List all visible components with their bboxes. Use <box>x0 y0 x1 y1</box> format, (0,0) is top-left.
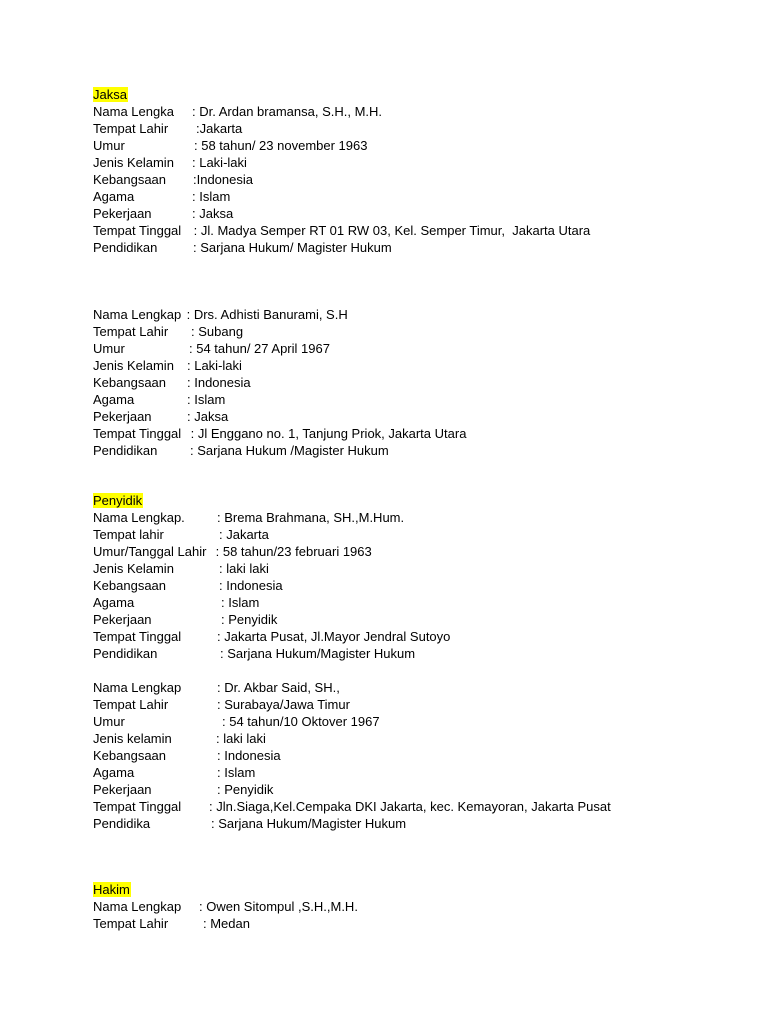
record-row <box>93 103 383 120</box>
record-row <box>93 120 243 137</box>
row-value: : Sarjana Hukum/ Magister Hukum <box>193 240 392 255</box>
row-value: : Laki-laki <box>187 358 242 373</box>
row-label: Agama <box>93 595 135 610</box>
row-label: Agama <box>93 392 135 407</box>
row-label: Pekerjaan <box>93 206 152 221</box>
row-label: Pekerjaan <box>93 612 152 627</box>
row-label: Tempat Lahir <box>93 697 169 712</box>
record-row <box>93 222 591 239</box>
record-row <box>93 442 389 459</box>
row-label: Nama Lengkap <box>93 307 182 322</box>
row-label: Agama <box>93 189 135 204</box>
section-heading-jaksa <box>93 86 128 103</box>
row-label: Nama Lengkap <box>93 680 182 695</box>
record-row <box>93 764 256 781</box>
row-value: : Islam <box>187 392 226 407</box>
section-heading-hakim <box>93 881 131 898</box>
record-row <box>93 594 260 611</box>
record-row <box>93 611 278 628</box>
row-value: :Indonesia <box>193 172 253 187</box>
row-label: Pendidika <box>93 816 151 831</box>
record-row <box>93 628 451 645</box>
row-value: : laki laki <box>219 561 269 576</box>
row-value: : 54 tahun/ 27 April 1967 <box>189 341 330 356</box>
record-row <box>93 815 407 832</box>
record-row <box>93 781 274 798</box>
row-label: Jenis kelamin <box>93 731 172 746</box>
record-row <box>93 205 234 222</box>
row-value: : Sarjana Hukum/Magister Hukum <box>220 646 416 661</box>
record-row <box>93 391 226 408</box>
row-label: Nama Lengka <box>93 104 174 119</box>
record-row <box>93 730 266 747</box>
row-value: : Penyidik <box>217 782 274 797</box>
row-label: Tempat Tinggal <box>93 426 182 441</box>
record-row <box>93 154 247 171</box>
record-row <box>93 340 330 357</box>
record-row <box>93 137 368 154</box>
row-label: Pekerjaan <box>93 782 152 797</box>
row-label: Kebangsaan <box>93 748 167 763</box>
row-label: Jenis Kelamin <box>93 155 174 170</box>
row-value: : Indonesia <box>187 375 251 390</box>
record-row <box>93 713 380 730</box>
row-value: : Medan <box>203 916 250 931</box>
row-label: Nama Lengkap <box>93 899 182 914</box>
row-label: Kebangsaan <box>93 578 167 593</box>
record-row <box>93 357 242 374</box>
record-row <box>93 679 340 696</box>
row-value: : Sarjana Hukum /Magister Hukum <box>190 443 389 458</box>
row-value: : Islam <box>221 595 260 610</box>
row-value: : Jln.Siaga,Kel.Cempaka DKI Jakarta, kec. Kemayoran, Jakarta Pusat <box>209 799 611 814</box>
record-row <box>93 306 348 323</box>
row-label: Umur <box>93 341 125 356</box>
row-value: : Owen Sitompul ,S.H.,M.H. <box>199 899 358 914</box>
row-label: Pendidikan <box>93 646 158 661</box>
row-label: Tempat lahir <box>93 527 164 542</box>
row-value: :Jakarta <box>196 121 243 136</box>
row-value: : Jl. Madya Semper RT 01 RW 03, Kel. Semper Timur, Jakarta Utara <box>190 223 591 238</box>
record-row <box>93 645 416 662</box>
row-value: : Jakarta Pusat, Jl.Mayor Jendral Sutoyo <box>217 629 451 644</box>
row-label: Agama <box>93 765 135 780</box>
record-row <box>93 408 229 425</box>
row-value: : Jaksa <box>192 206 234 221</box>
row-value: : Penyidik <box>221 612 278 627</box>
row-label: Nama Lengkap. <box>93 510 185 525</box>
row-label: Kebangsaan <box>93 375 167 390</box>
row-value: : Drs. Adhisti Banurami, S.H <box>183 307 348 322</box>
row-value: : Islam <box>217 765 256 780</box>
row-value: : Laki-laki <box>192 155 247 170</box>
row-value: : Jakarta <box>219 527 269 542</box>
record-row <box>93 188 231 205</box>
record-row <box>93 577 283 594</box>
row-value: : 58 tahun/ 23 november 1963 <box>194 138 368 153</box>
row-value: : Dr. Ardan bramansa, S.H., M.H. <box>192 104 383 119</box>
row-value: : 58 tahun/23 februari 1963 <box>212 544 372 559</box>
record-row <box>93 509 405 526</box>
row-label: Umur <box>93 714 125 729</box>
record-row <box>93 747 281 764</box>
section-heading-penyidik <box>93 492 143 509</box>
row-value: : Indonesia <box>217 748 281 763</box>
row-value: : laki laki <box>216 731 266 746</box>
record-row <box>93 425 467 442</box>
row-value: : Subang <box>191 324 244 339</box>
row-label: Umur/Tanggal Lahir <box>93 544 207 559</box>
row-value: : Indonesia <box>219 578 283 593</box>
row-label: Tempat Lahir <box>93 916 169 931</box>
row-value: : Brema Brahmana, SH.,M.Hum. <box>217 510 405 525</box>
row-value: : Surabaya/Jawa Timur <box>217 697 350 712</box>
row-label: Tempat Tinggal <box>93 629 182 644</box>
row-value: : Jaksa <box>187 409 229 424</box>
record-row <box>93 915 250 932</box>
record-row <box>93 323 244 340</box>
record-row <box>93 171 253 188</box>
record-row <box>93 798 611 815</box>
row-label: Tempat Lahir <box>93 324 169 339</box>
heading-highlight: Penyidik <box>93 493 143 508</box>
row-label: Pendidikan <box>93 443 158 458</box>
row-value: : Dr. Akbar Said, SH., <box>217 680 340 695</box>
row-label: Kebangsaan <box>93 172 167 187</box>
row-label: Jenis Kelamin <box>93 561 174 576</box>
heading-highlight: Hakim <box>93 882 130 897</box>
record-row <box>93 526 269 543</box>
row-value: : Jl Enggano no. 1, Tanjung Priok, Jakarta Utara <box>187 426 467 441</box>
record-row <box>93 560 269 577</box>
record-row <box>93 898 358 915</box>
record-row <box>93 696 350 713</box>
row-value: : Islam <box>192 189 231 204</box>
record-row <box>93 543 372 560</box>
row-label: Tempat Lahir <box>93 121 169 136</box>
row-value: : 54 tahun/10 Oktover 1967 <box>222 714 380 729</box>
row-label: Tempat Tinggal <box>93 223 182 238</box>
row-label: Pendidikan <box>93 240 158 255</box>
row-label: Tempat Tinggal <box>93 799 182 814</box>
row-label: Umur <box>93 138 125 153</box>
row-label: Pekerjaan <box>93 409 152 424</box>
record-row <box>93 239 392 256</box>
heading-highlight: Jaksa <box>93 87 127 102</box>
row-value: : Sarjana Hukum/Magister Hukum <box>211 816 407 831</box>
record-row <box>93 374 251 391</box>
row-label: Jenis Kelamin <box>93 358 174 373</box>
